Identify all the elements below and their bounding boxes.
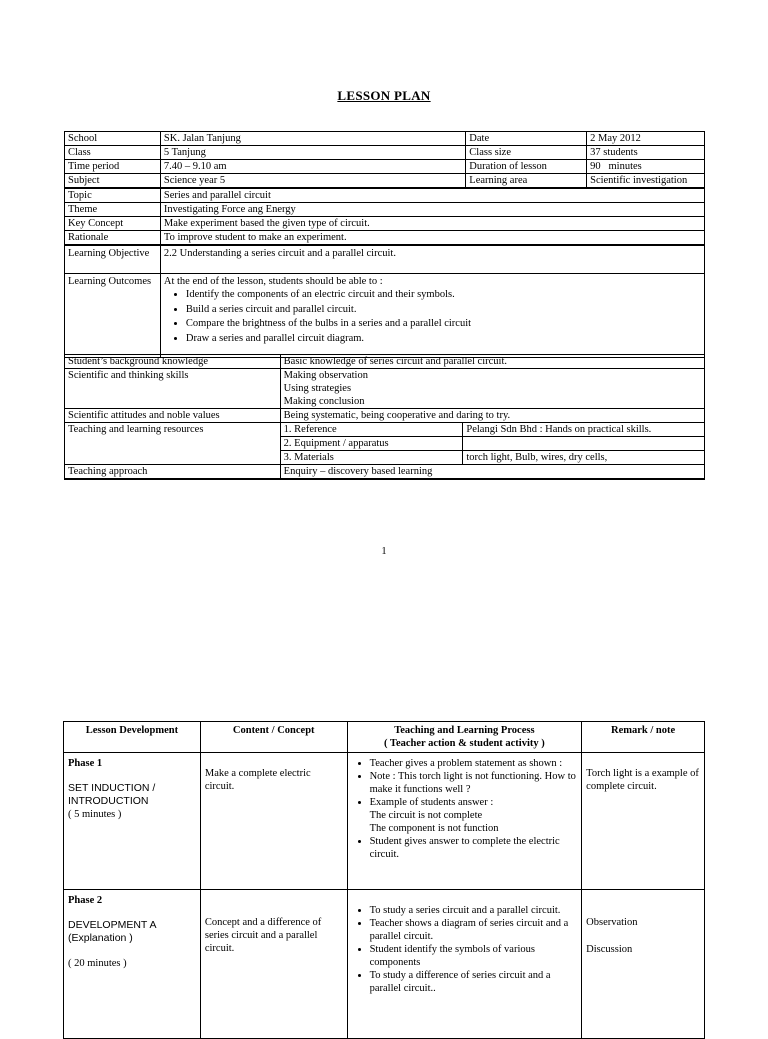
process-item: • Student gives answer to complete the electric circuit. <box>370 835 578 861</box>
phase1-time: ( 5 minutes ) <box>68 809 122 820</box>
reference-label: 1. Reference <box>280 423 463 437</box>
objective-value: 2.2 Understanding a series circuit and a parallel circuit. <box>160 245 704 274</box>
school-label: School <box>65 132 161 146</box>
phase2-title: Phase 2 <box>68 895 103 906</box>
subject-label: Subject <box>65 174 161 189</box>
duration-label: Duration of lesson <box>466 160 587 174</box>
subject-value: Science year 5 <box>160 174 465 189</box>
col-header-content: Content / Concept <box>200 722 347 753</box>
remark-observation: Observation <box>586 917 638 928</box>
approach-label: Teaching approach <box>65 465 281 480</box>
phase2-remark <box>582 890 705 1039</box>
outcomes-cell <box>160 274 704 358</box>
phase2-cell <box>64 890 201 1039</box>
attitudes-value: Being systematic, being cooperative and daring to try. <box>280 409 704 423</box>
phase1-remark: Torch light is a example of complete circuit. <box>582 753 705 890</box>
skill-item: Making observation <box>283 370 368 381</box>
lesson-info-table <box>64 131 705 358</box>
outcomes-intro: At the end of the lesson, students should be able to : <box>163 276 383 287</box>
phase1-content: Make a complete electric circuit. <box>200 753 347 890</box>
objective-label: Learning Objective <box>65 245 161 274</box>
outcome-item: • Draw a series and parallel circuit diagram. <box>186 332 701 347</box>
col-header-process <box>347 722 582 753</box>
key-concept-value: Make experiment based the given type of circuit. <box>160 217 704 231</box>
phase2-process <box>347 890 582 1039</box>
phase2-name: DEVELOPMENT A (Explanation ) <box>68 919 157 944</box>
duration-value: 90 minutes <box>587 160 705 174</box>
rationale-value: To improve student to make an experiment. <box>160 231 704 246</box>
process-item: • Teacher shows a diagram of series circuit and a parallel circuit. <box>370 917 578 943</box>
process-item: • To study a series circuit and a parallel circuit. <box>370 904 578 917</box>
phase1-title: Phase 1 <box>68 758 103 769</box>
outcome-item: • Build a series circuit and parallel circuit. <box>186 303 701 318</box>
time-label: Time period <box>65 160 161 174</box>
approach-value: Enquiry – discovery based learning <box>280 465 704 480</box>
materials-value: torch light, Bulb, wires, dry cells, <box>463 451 705 465</box>
phase2-content: Concept and a difference of series circuit and a parallel circuit. <box>200 890 347 1039</box>
skills-cell <box>280 369 704 409</box>
page-number: 1 <box>381 546 387 557</box>
date-value: 2 May 2012 <box>587 132 705 146</box>
skill-item: Making conclusion <box>283 396 365 407</box>
outcome-item: • Identify the components of an electric circuit and their symbols. <box>186 288 701 303</box>
col-header-remark: Remark / note <box>582 722 705 753</box>
area-value: Scientific investigation <box>587 174 705 189</box>
topic-value: Series and parallel circuit <box>160 188 704 203</box>
attitudes-label: Scientific attitudes and noble values <box>65 409 281 423</box>
knowledge-value: Basic knowledge of series circuit and parallel circuit. <box>280 355 704 369</box>
class-size-label: Class size <box>466 146 587 160</box>
topic-label: Topic <box>65 188 161 203</box>
process-item: • Note : This torch light is not functioning. How to make it functions well ? <box>370 770 578 796</box>
process-item: • To study a difference of series circuit and a parallel circuit.. <box>370 969 578 995</box>
theme-value: Investigating Force ang Energy <box>160 203 704 217</box>
phase1-process <box>347 753 582 890</box>
skill-item: Using strategies <box>283 383 352 394</box>
key-concept-label: Key Concept <box>65 217 161 231</box>
equipment-value <box>463 437 705 451</box>
outcomes-list <box>164 288 701 347</box>
process-header-line2: ( Teacher action & student activity ) <box>383 738 545 749</box>
process-header-line1: Teaching and Learning Process <box>394 725 535 736</box>
class-label: Class <box>65 146 161 160</box>
process-item: • Teacher gives a problem statement as shown : <box>370 757 578 770</box>
date-label: Date <box>466 132 587 146</box>
school-value: SK. Jalan Tanjung <box>160 132 465 146</box>
skills-label: Scientific and thinking skills <box>65 369 281 409</box>
process-item: • Example of students answer : The circuit is not complete The component is not function <box>370 796 578 835</box>
col-header-lesson-development: Lesson Development <box>64 722 201 753</box>
area-label: Learning area <box>466 174 587 189</box>
outcome-item: • Compare the brightness of the bulbs in a series and a parallel circuit <box>186 317 701 332</box>
theme-label: Theme <box>65 203 161 217</box>
lesson-development-table <box>63 721 705 1039</box>
knowledge-label: Student’s background knowledge <box>65 355 281 369</box>
reference-value: Pelangi Sdn Bhd : Hands on practical skills. <box>463 423 705 437</box>
background-table <box>64 354 705 480</box>
time-value: 7.40 – 9.10 am <box>160 160 465 174</box>
phase2-time: ( 20 minutes ) <box>68 958 127 969</box>
remark-discussion: Discussion <box>586 944 633 955</box>
page-title: LESSON PLAN <box>337 88 431 103</box>
phase1-cell <box>64 753 201 890</box>
materials-label: 3. Materials <box>280 451 463 465</box>
class-value: 5 Tanjung <box>160 146 465 160</box>
outcomes-label: Learning Outcomes <box>65 274 161 358</box>
rationale-label: Rationale <box>65 231 161 246</box>
process-item: • Student identify the symbols of various components <box>370 943 578 969</box>
equipment-label: 2. Equipment / apparatus <box>280 437 463 451</box>
class-size-value: 37 students <box>587 146 705 160</box>
resources-label: Teaching and learning resources <box>65 423 281 465</box>
phase1-name: SET INDUCTION / INTRODUCTION <box>68 782 156 807</box>
